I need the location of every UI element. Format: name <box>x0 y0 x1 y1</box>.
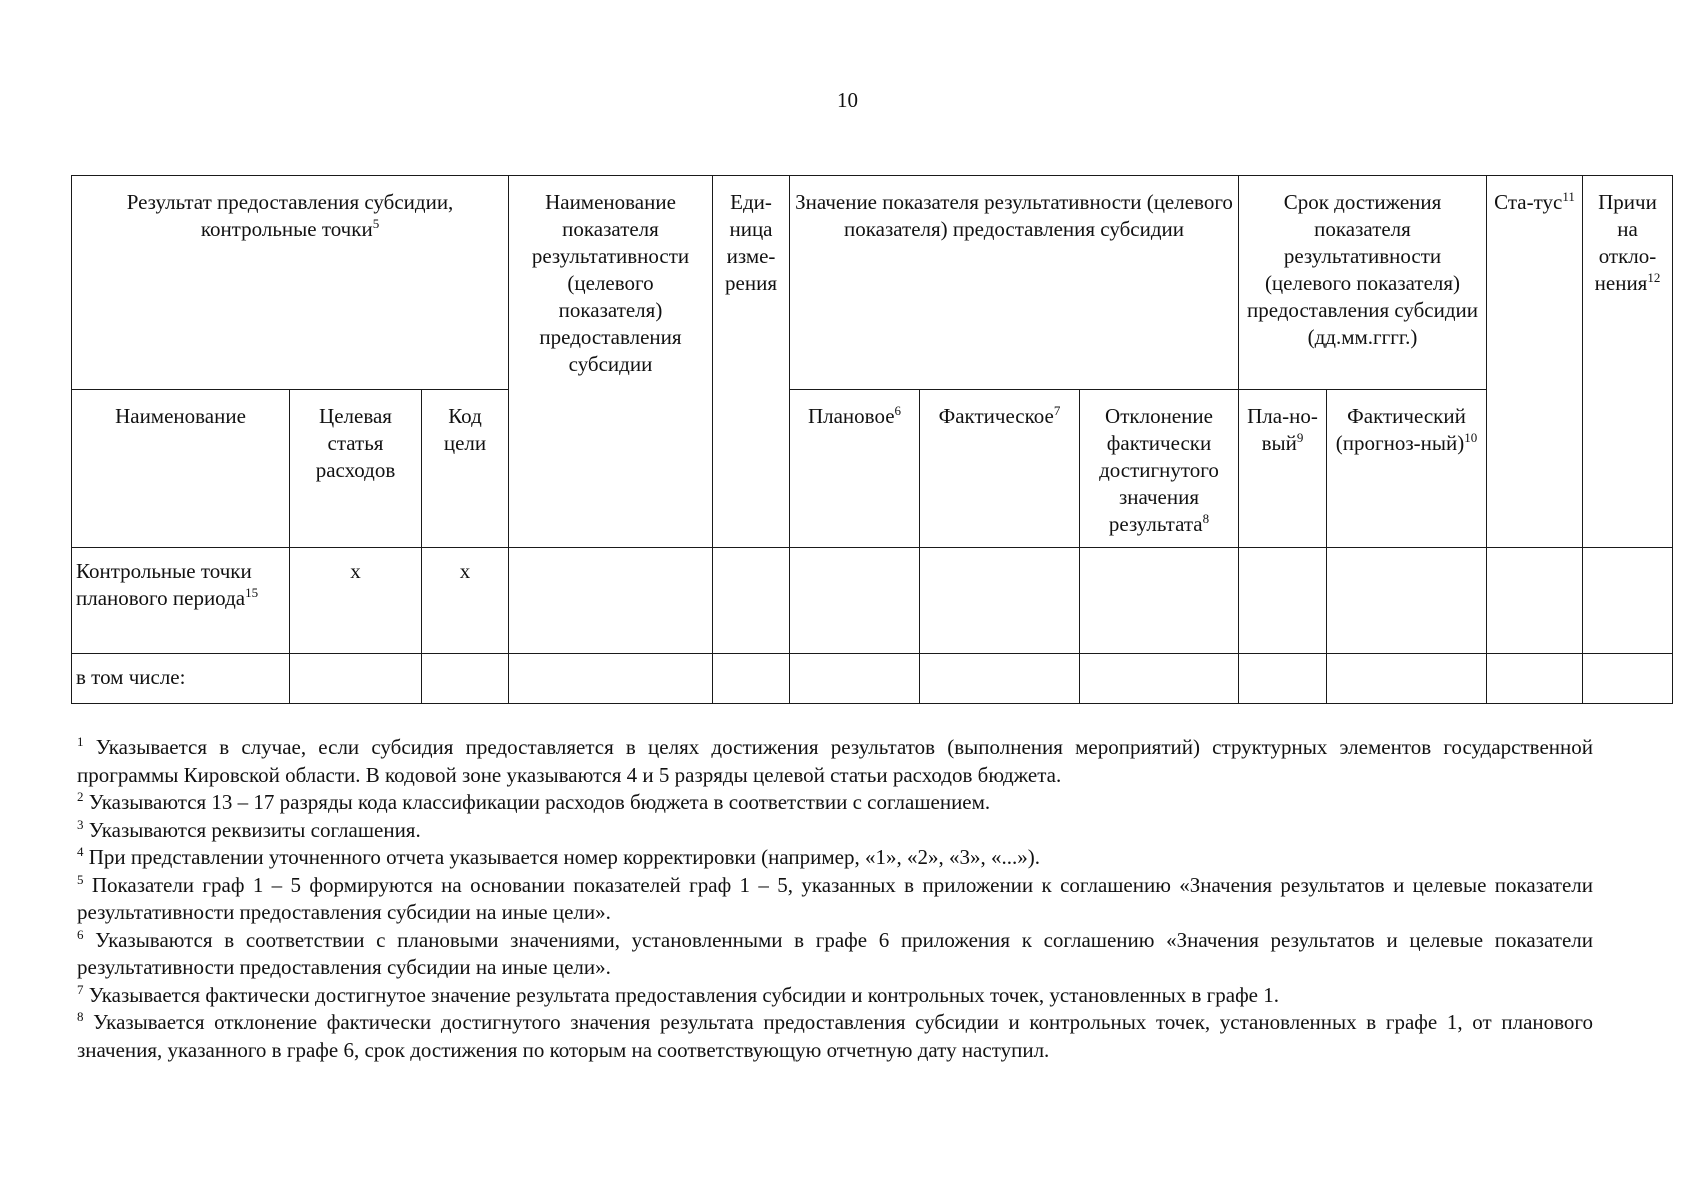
empty-cell <box>1487 654 1583 704</box>
footnote-5: $^5$ Показатели граф 1 – 5 формируются на основании показателей граф 1 – 5, указанных в приложении к соглашению «Значения результатов и целевые показатели результативности предоставления субсидии на иные цели». <box>77 871 1593 924</box>
empty-cell <box>713 654 790 704</box>
header-reasons-cell: Причи на откло-нения$^{12}$ <box>1583 176 1673 548</box>
row-target-article-cell: x <box>290 548 422 654</box>
footnote-7: $^7$ Указывается фактически достигнутое значение результата предоставления субсидии и контрольных точек, установленных в графе 1. <box>77 981 1280 1007</box>
empty-cell <box>1080 654 1239 704</box>
header-planned-deadline-cell: Пла-но-вый$^9$ <box>1239 390 1327 548</box>
empty-cell <box>713 548 790 654</box>
empty-cell <box>790 654 920 704</box>
footnote-6: $^6$ Указываются в соответствии с плановыми значениями, установленными в графе 6 приложения к соглашению «Значения результатов и целевые показатели результативности предоставления субсидии на иные цели». <box>77 926 1594 979</box>
footnotes <box>77 734 1593 1064</box>
row-name-cell: в том числе: <box>72 654 290 704</box>
header-goal-code-cell: Код цели <box>422 390 509 548</box>
empty-cell <box>1583 548 1673 654</box>
report-table <box>71 175 1673 704</box>
footnote-2: $^2$ Указываются 13 – 17 разряды кода классификации расходов бюджета в соответствии с соглашением. <box>77 789 991 814</box>
header-target-article-cell: Целевая статья расходов <box>290 390 422 548</box>
empty-cell <box>1327 548 1487 654</box>
row-goal-code-cell: x <box>422 548 509 654</box>
row-name-cell: Контрольные точки планового периода$^{15}$ <box>72 548 290 654</box>
empty-cell <box>1080 548 1239 654</box>
empty-cell <box>1583 654 1673 704</box>
table-row <box>72 654 1673 704</box>
empty-cell <box>422 654 509 704</box>
header-actual-cell: Фактическое$^7$ <box>920 390 1080 548</box>
header-name-cell: Наименование <box>72 390 290 548</box>
header-row-top <box>72 176 1673 390</box>
footnote-3: $^3$ Указываются реквизиты соглашения. <box>77 816 421 842</box>
empty-cell <box>1327 654 1487 704</box>
header-deviation-cell: Отклонение фактически достигнутого значения результата$^8$ <box>1080 390 1239 548</box>
header-planned-cell: Плановое$^6$ <box>790 390 920 548</box>
empty-cell <box>290 654 422 704</box>
page-number: 10 <box>837 88 858 112</box>
footnote-1: $^1$ Указывается в случае, если субсидия предоставляется в целях достижения результатов (выполнения мероприятий) структурных элементов государственной программы Кировской области. В кодовой зоне указываются 4 и 5 разряды целевой статьи расходов бюджета. <box>77 734 1593 787</box>
empty-cell <box>920 654 1080 704</box>
header-deadline-group-cell: Срок достижения показателя результативности (целевого показателя) предоставления субсидии (дд.мм.гггг.) <box>1239 176 1487 390</box>
header-unit-cell: Еди-ница изме-рения <box>713 176 790 548</box>
empty-cell <box>1239 654 1327 704</box>
header-actual-deadline-cell: Фактический (прогноз-ный)$^{10}$ <box>1327 390 1487 548</box>
header-result-cell: Результат предоставления субсидии, контрольные точки$^5$ <box>72 176 509 390</box>
empty-cell <box>509 654 713 704</box>
empty-cell <box>920 548 1080 654</box>
table-row <box>72 548 1673 654</box>
footnote-8: $^8$ Указывается отклонение фактически достигнутого значения результата предоставления субсидии и контрольных точек, установленных в графе 1, от планового значения, указанного в графе 6, срок достижения по которым на соответствующую отчетную дату наступил. <box>77 1009 1593 1062</box>
header-row-sub <box>72 390 1673 548</box>
footnote-4: $^4$ При представлении уточненного отчета указывается номер корректировки (например, «1», «2», «3», «...»). <box>77 844 1040 869</box>
header-indicator-name-cell: Наименование показателя результативности (целевого показателя) предоставления субсидии <box>509 176 713 548</box>
empty-cell <box>790 548 920 654</box>
empty-cell <box>1239 548 1327 654</box>
empty-cell <box>1487 548 1583 654</box>
empty-cell <box>509 548 713 654</box>
header-value-group-cell: Значение показателя результативности (целевого показателя) предоставления субсидии <box>790 176 1239 390</box>
header-status-cell: Ста-тус$^{11}$ <box>1487 176 1583 548</box>
